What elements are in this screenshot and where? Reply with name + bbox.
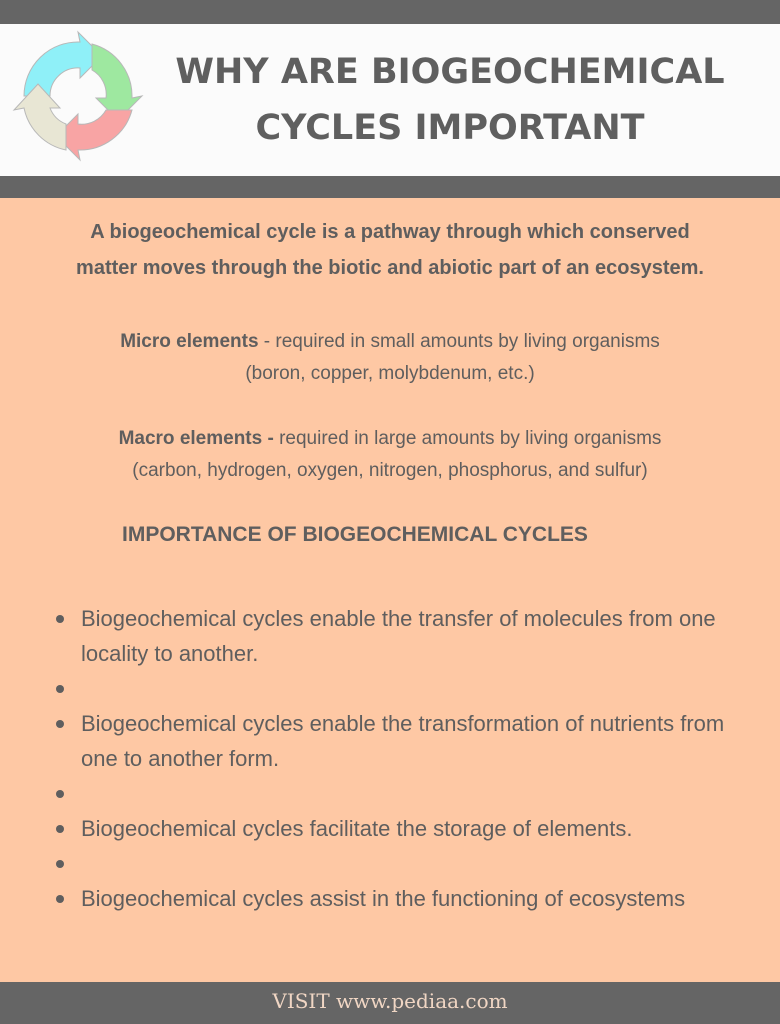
list-item: Biogeochemical cycles assist in the functioning of ecosystems	[50, 881, 750, 916]
footer	[0, 982, 780, 1024]
micro-elements-definition: - required in small amounts by living organisms	[258, 331, 660, 352]
definition-line-2: matter moves through the biotic and abiotic part of an ecosystem.	[76, 257, 704, 279]
micro-elements-examples: (boron, copper, molybdenum, etc.)	[245, 363, 535, 384]
header-divider-bar	[0, 176, 780, 198]
definition-line-1: A biogeochemical cycle is a pathway through which conserved	[90, 221, 690, 243]
list-item-empty	[50, 846, 750, 881]
top-bar	[0, 0, 780, 24]
importance-heading: IMPORTANCE OF BIOGEOCHEMICAL CYCLES	[122, 523, 588, 546]
cycle-arrows-icon	[8, 26, 148, 166]
list-item-empty	[50, 671, 750, 706]
list-item-empty	[50, 776, 750, 811]
macro-elements-examples: (carbon, hydrogen, oxygen, nitrogen, phosphorus, and sulfur)	[132, 460, 648, 481]
title-line-1: WHY ARE BIOGEOCHEMICAL	[175, 52, 725, 92]
macro-elements-definition: required in large amounts by living organisms	[273, 428, 662, 449]
title-line-2: CYCLES IMPORTANT	[255, 108, 645, 148]
list-item: Biogeochemical cycles facilitate the storage of elements.	[50, 811, 750, 846]
content-body	[0, 198, 780, 982]
list-item: Biogeochemical cycles enable the transfer of molecules from one locality to another.	[50, 601, 750, 671]
importance-list	[50, 601, 750, 916]
footer-visit-link[interactable]: VISIT www.pediaa.com	[272, 989, 508, 1013]
micro-elements-term: Micro elements	[120, 331, 259, 352]
macro-elements	[0, 423, 780, 487]
macro-elements-term: Macro elements -	[118, 428, 274, 449]
definition-paragraph	[0, 214, 780, 286]
micro-elements	[0, 326, 780, 390]
page-title	[150, 44, 750, 156]
list-item: Biogeochemical cycles enable the transformation of nutrients from one to another form.	[50, 706, 750, 776]
